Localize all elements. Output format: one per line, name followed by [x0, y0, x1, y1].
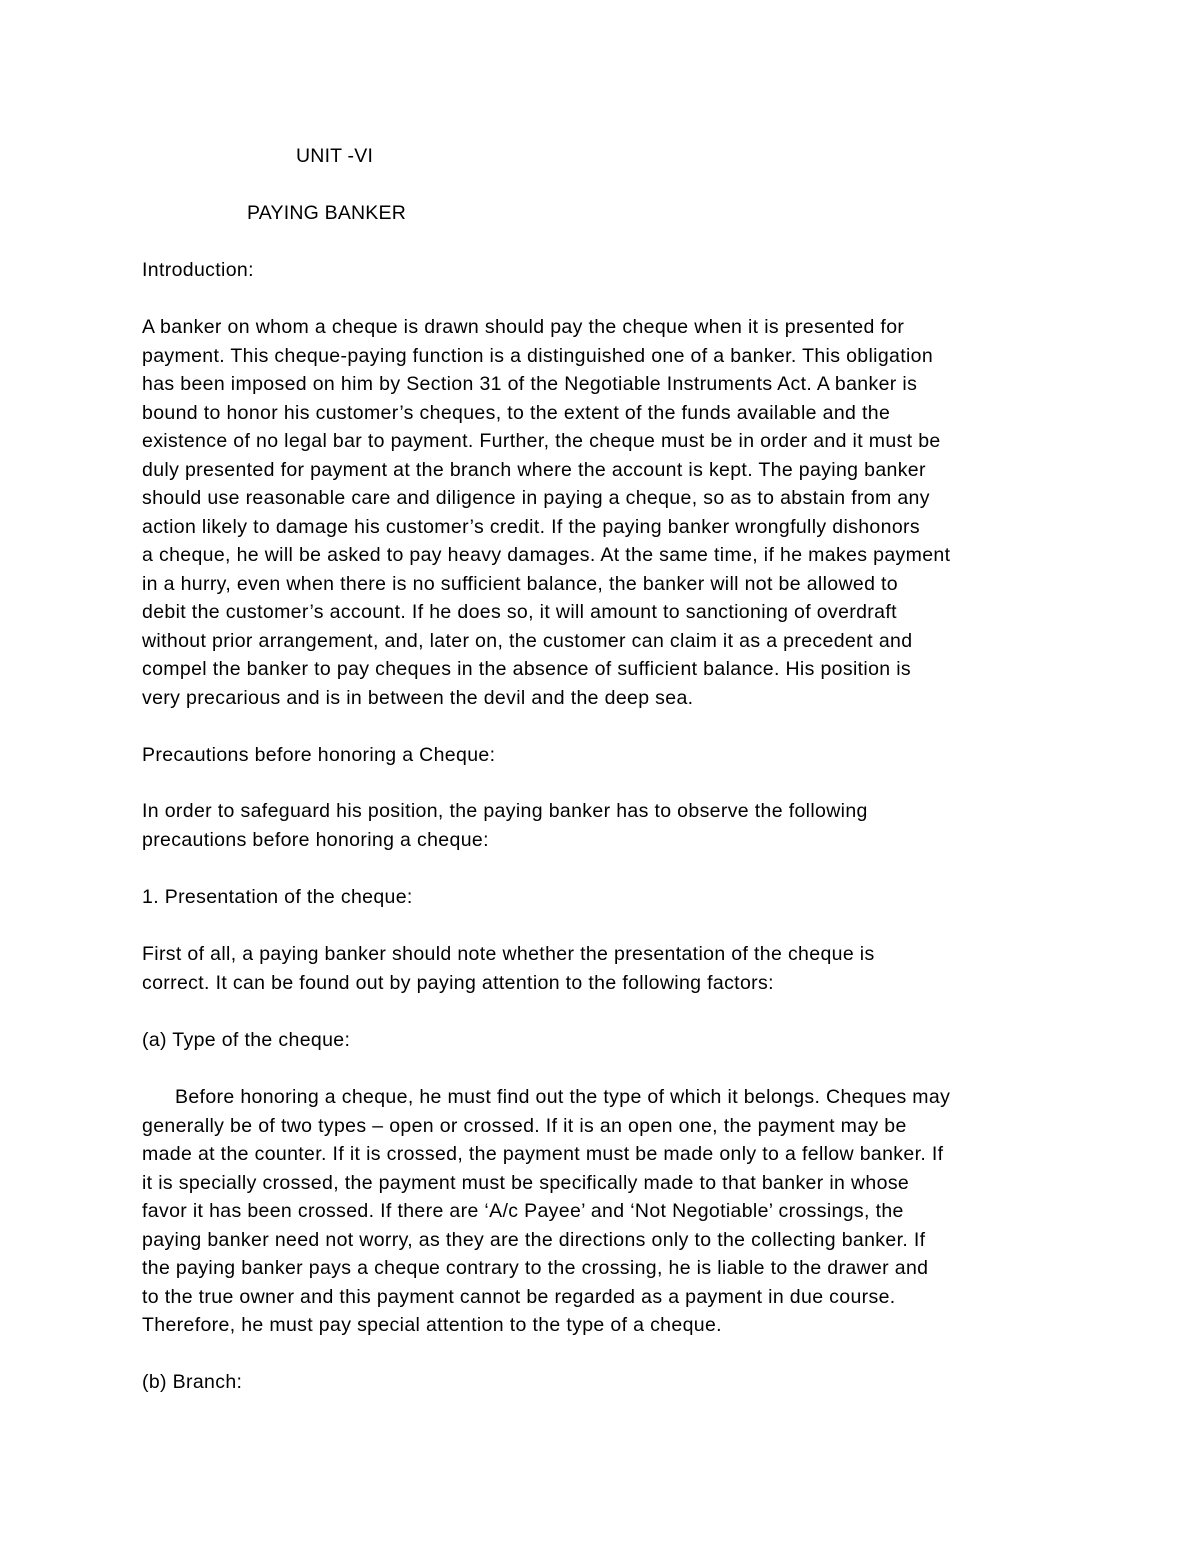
paragraph-line: made at the counter. If it is crossed, the payment must be made only to a fellow banker. If [142, 1143, 944, 1165]
paragraph-line: debit the customer’s account. If he does so, it will amount to sanctioning of overdraft [142, 601, 897, 623]
paragraph-line: the paying banker pays a cheque contrary to the crossing, he is liable to the drawer and [142, 1257, 929, 1279]
paragraph-line: it is specially crossed, the payment must be specifically made to that banker in whose [142, 1171, 910, 1194]
paragraph-line: precautions before honoring a cheque: [142, 828, 489, 851]
precautions-heading: Precautions before honoring a Cheque: [142, 744, 496, 766]
introduction-paragraph [142, 313, 1082, 712]
paragraph-line: very precarious and is in between the devil and the deep sea. [142, 686, 694, 709]
paragraph-line: favor it has been crossed. If there are ‘A/c Payee’ and ‘Not Negotiable’ crossings, the [142, 1200, 904, 1222]
paragraph-line: existence of no legal bar to payment. Further, the cheque must be in order and it must be [142, 430, 941, 452]
paragraph-line: Therefore, he must pay special attention to the type of a cheque. [142, 1314, 722, 1336]
paragraph-line: without prior arrangement, and, later on, the customer can claim it as a precedent and [142, 629, 913, 652]
paragraph-line: First of all, a paying banker should note whether the presentation of the cheque is [142, 943, 875, 965]
paragraph-line: a cheque, he will be asked to pay heavy damages. At the same time, if he makes payment [142, 544, 951, 566]
precautions-paragraph [142, 797, 1082, 854]
paragraph-line: A banker on whom a cheque is drawn should pay the cheque when it is presented for [142, 316, 905, 338]
type-of-cheque-heading: (a) Type of the cheque: [142, 1029, 351, 1051]
unit-title: UNIT -VI [296, 145, 374, 167]
paragraph-line: to the true owner and this payment cannot be regarded as a payment in due course. [142, 1285, 896, 1308]
paragraph-line: In order to safeguard his position, the paying banker has to observe the following [142, 800, 868, 822]
paragraph-line: compel the banker to pay cheques in the absence of sufficient balance. His position is [142, 658, 912, 680]
chapter-title: PAYING BANKER [247, 202, 406, 224]
paragraph-line: payment. This cheque-paying function is a distinguished one of a banker. This obligation [142, 344, 934, 367]
presentation-heading: 1. Presentation of the cheque: [142, 886, 413, 908]
paragraph-line: has been imposed on him by Section 31 of the Negotiable Instruments Act. A banker is [142, 373, 918, 395]
introduction-heading: Introduction: [142, 259, 254, 281]
paragraph-line: Before honoring a cheque, he must find out the type of which it belongs. Cheques may [175, 1086, 951, 1108]
paragraph-line: duly presented for payment at the branch where the account is kept. The paying banker [142, 458, 926, 481]
paragraph-line: in a hurry, even when there is no sufficient balance, the banker will not be allowed to [142, 572, 898, 595]
paragraph-line: action likely to damage his customer’s credit. If the paying banker wrongfully dishonors [142, 515, 920, 538]
branch-heading: (b) Branch: [142, 1371, 243, 1393]
paragraph-line: correct. It can be found out by paying attention to the following factors: [142, 971, 774, 994]
paragraph-line: should use reasonable care and diligence in paying a cheque, so as to abstain from any [142, 487, 930, 509]
paragraph-line: bound to honor his customer’s cheques, to the extent of the funds available and the [142, 401, 891, 424]
type-of-cheque-paragraph [142, 1083, 1082, 1340]
paragraph-line: generally be of two types – open or crossed. If it is an open one, the payment may be [142, 1114, 907, 1137]
presentation-paragraph [142, 940, 1082, 997]
paragraph-line: paying banker need not worry, as they are the directions only to the collecting banker. If [142, 1228, 926, 1251]
